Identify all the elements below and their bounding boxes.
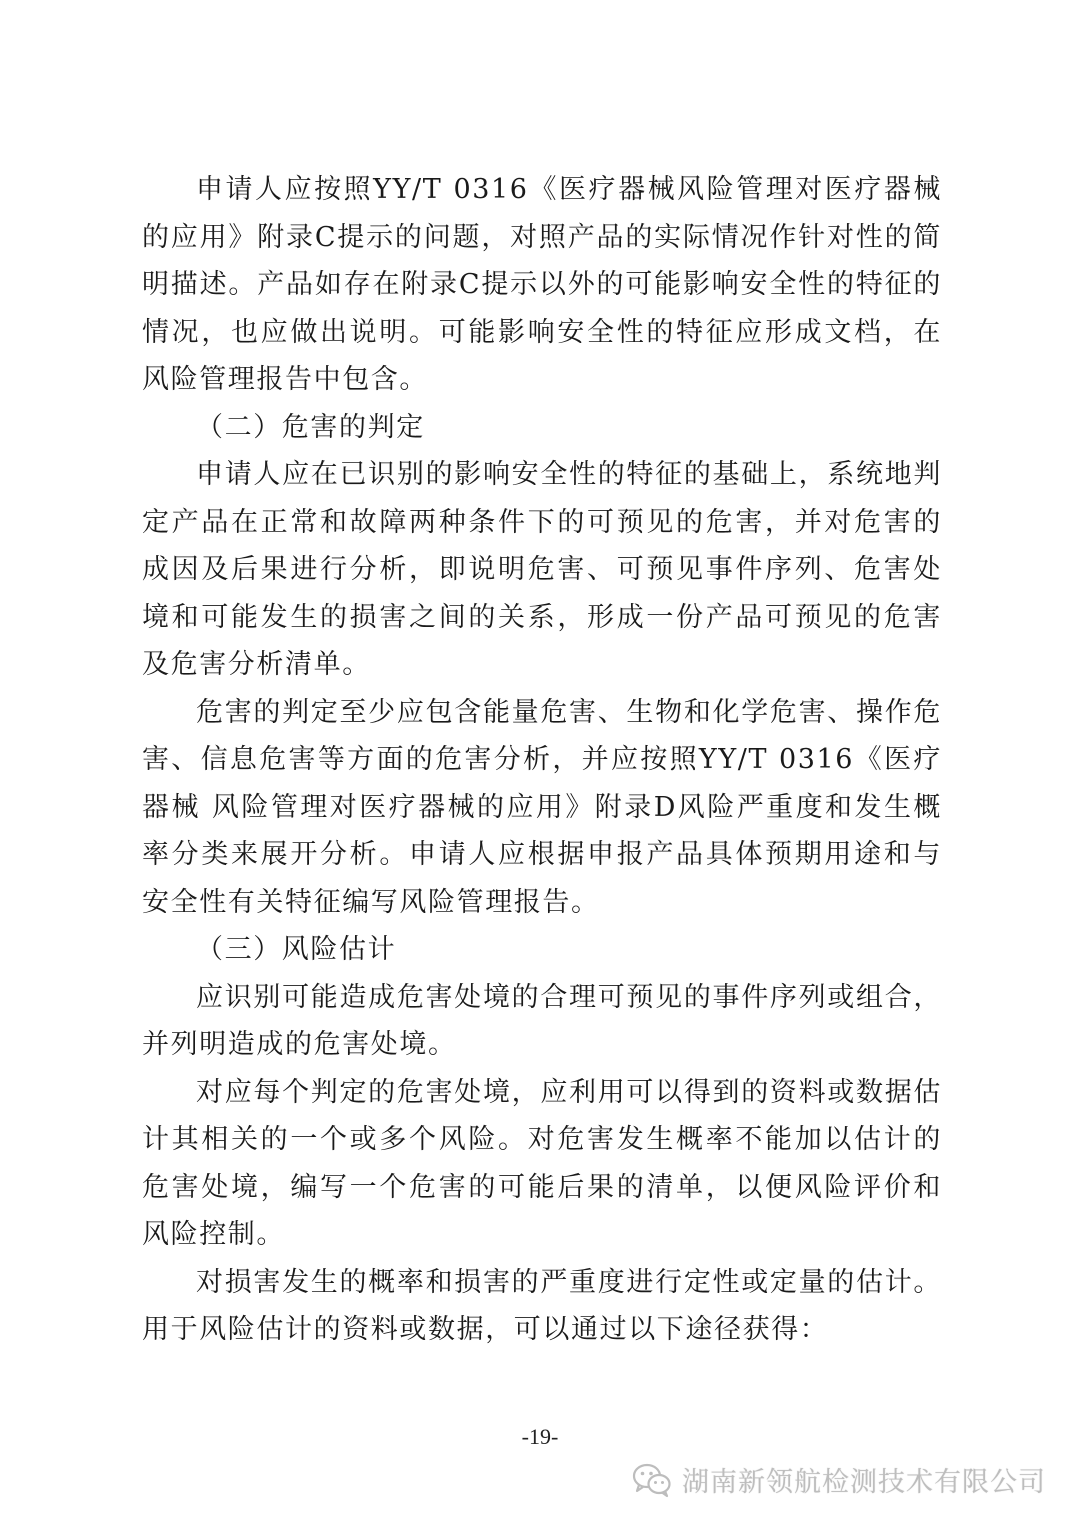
paragraph-risk-features: 申请人应按照YY/T 0316《医疗器械风险管理对医疗器械的应用》附录C提示的问题，对照产品的实际情况作针对性的简明描述。产品如存在附录C提示以外的可能影响安全性的特征的情况，也应做出说明。可能影响安全性的特征应形成文档，在风险管理报告中包含。 — [142, 174, 942, 395]
watermark-company-name: 湖南新领航检测技术有限公司 — [682, 1467, 1046, 1498]
section-heading-hazard-identification: （二）危害的判定 — [196, 411, 425, 443]
page-number: -19- — [521, 1424, 559, 1449]
section-heading-risk-estimation: （三）风险估计 — [196, 934, 397, 965]
wechat-icon — [632, 1462, 672, 1498]
watermark — [632, 1460, 1046, 1499]
paragraph-hazardous-situations: 对应每个判定的危害处境，应利用可以得到的资料或数据估计其相关的一个或多个风险。对危害发生概率不能加以估计的危害处境，编写一个危害的可能后果的清单，以便风险评价和风险控制。 — [142, 1076, 942, 1250]
paragraph-hazard-categories: 危害的判定至少应包含能量危害、生物和化学危害、操作危害、信息危害等方面的危害分析，并应按照YY/T 0316《医疗器械 风险管理对医疗器械的应用》附录D风险严重度和发生概率分类来展开分析。申请人应根据申报产品具体预期用途和与安全性有关特征编写风险管理报告。 — [142, 696, 942, 918]
paragraph-hazard-identification: 申请人应在已识别的影响安全性的特征的基础上，系统地判定产品在正常和故障两种条件下的可预见的危害，并对危害的成因及后果进行分析，即说明危害、可预见事件序列、危害处境和可能发生的损害之间的关系，形成一份产品可预见的危害及危害分析清单。 — [142, 459, 942, 680]
paragraph-probability-severity: 对损害发生的概率和损害的严重度进行定性或定量的估计。用于风险估计的资料或数据，可以通过以下途径获得： — [142, 1266, 942, 1345]
document-body — [142, 166, 942, 1354]
paragraph-event-sequences: 应识别可能造成危害处境的合理可预见的事件序列或组合，并列明造成的危害处境。 — [142, 981, 942, 1060]
